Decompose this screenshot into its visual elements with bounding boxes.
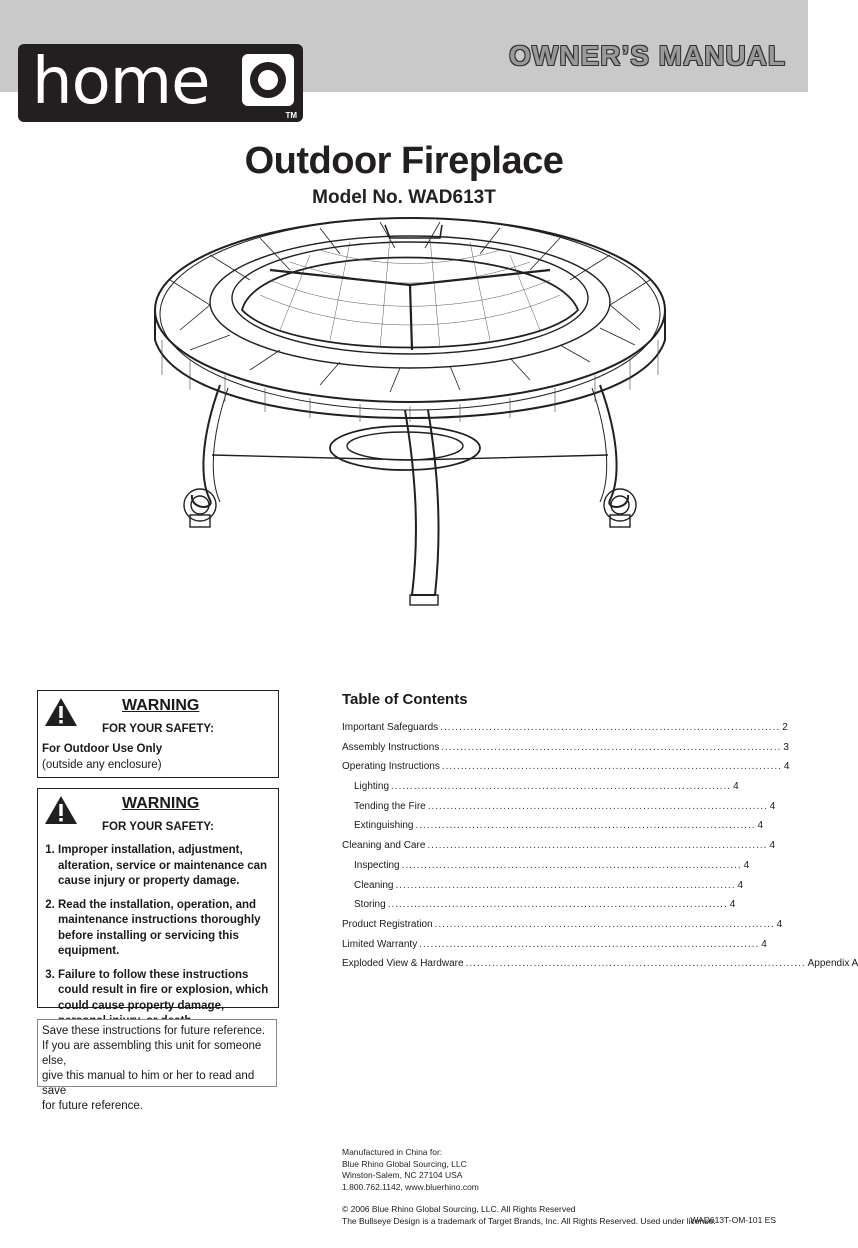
warning-heading: WARNING — [122, 697, 200, 714]
outdoor-use-line: For Outdoor Use Only — [42, 743, 163, 755]
enclosure-line: (outside any enclosure) — [42, 759, 162, 771]
toc-item-cleaning-and-care[interactable]: Cleaning and Care .......................................................................................... 4 — [342, 840, 776, 852]
save-instructions-note — [37, 1019, 277, 1112]
warning-item: 2. Read the installation, operation, and maintenance instructions thoroughly before installing or servicing this equipment. — [58, 898, 274, 960]
toc-item-product-registration[interactable]: Product Registration .......................................................................................... 4 — [342, 918, 783, 930]
toc-item-limited-warranty[interactable]: Limited Warranty .......................................................................................... 4 — [342, 938, 767, 950]
toc-item-operating-instructions[interactable]: Operating Instructions .......................................................................................... 4 — [342, 761, 790, 773]
warning-list — [42, 843, 274, 1038]
owners-manual-heading: OWNER’S MANUAL — [509, 40, 786, 71]
toc-item-important-safeguards[interactable]: Important Safeguards .......................................................................................... 2 — [342, 722, 788, 733]
note-line: If you are assembling this unit for someone else, — [42, 1040, 262, 1067]
toc-item-tending-the-fire[interactable]: Tending the Fire .......................................................................................... 4 — [354, 800, 776, 812]
toc-item-assembly-instructions[interactable]: Assembly Instructions .......................................................................................... 3 — [342, 741, 789, 753]
model-number: Model No. WAD613T — [312, 187, 496, 208]
toc-item-inspecting[interactable]: Inspecting .......................................................................................... 4 — [354, 859, 750, 871]
footer-line: Winston-Salem, NC 27104 USA — [342, 1170, 463, 1180]
table-of-contents — [342, 722, 858, 978]
toc-item-exploded-view[interactable]: Exploded View & Hardware .......................................................................................... Appendix A — [342, 958, 858, 970]
toc-item-lighting[interactable]: Lighting .......................................................................................... 4 — [354, 781, 739, 793]
product-title: Outdoor Fireplace — [244, 140, 564, 182]
warning-subheading: FOR YOUR SAFETY: — [101, 821, 215, 833]
copyright-line: © 2006 Blue Rhino Global Sourcing, LLC. All Rights Reserved — [342, 1204, 576, 1214]
warning-heading: WARNING — [122, 795, 200, 812]
trademark-line: The Bullseye Design is a trademark of Target Brands, Inc. All Rights Reserved. Used under license. — [342, 1216, 716, 1226]
warning-item: 3. Failure to follow these instructions could result in fire or explosion, which could cause property damage, — [58, 968, 274, 1030]
home-logo — [18, 44, 303, 122]
copyright-block — [342, 1203, 716, 1227]
footer-line: Blue Rhino Global Sourcing, LLC — [342, 1158, 467, 1169]
warning-subheading: FOR YOUR SAFETY: — [101, 723, 215, 735]
note-line: Save these instructions for future reference. — [42, 1025, 266, 1037]
toc-item-storing[interactable]: Storing .......................................................................................... 4 — [354, 899, 736, 911]
document-number: WAD613T-OM-101 ES — [690, 1215, 776, 1225]
footer-line: Manufactured in China for: — [342, 1147, 443, 1157]
fireplace-illustration — [150, 210, 670, 670]
toc-item-cleaning[interactable]: Cleaning .......................................................................................... 4 — [354, 879, 744, 891]
bullseye-icon — [242, 54, 294, 106]
warning-item: 1. Improper installation, adjustment, alteration, service or maintenance can cause injury or property damage. — [58, 843, 274, 890]
warning-box-outdoor — [37, 690, 279, 778]
toc-item-extinguishing[interactable]: Extinguishing .......................................................................................... 4 — [354, 820, 764, 832]
warning-box-installation — [37, 788, 279, 1012]
note-line: give this manual to him or her to read and save — [42, 1070, 255, 1097]
trademark-mark: TM — [285, 111, 297, 120]
manufacturer-info — [342, 1147, 479, 1193]
footer-line: 1.800.762.1142, www.bluerhino.com — [342, 1181, 479, 1192]
note-line: for future reference. — [42, 1100, 143, 1112]
logo-word: home — [32, 45, 210, 119]
toc-title: Table of Contents — [342, 691, 468, 708]
